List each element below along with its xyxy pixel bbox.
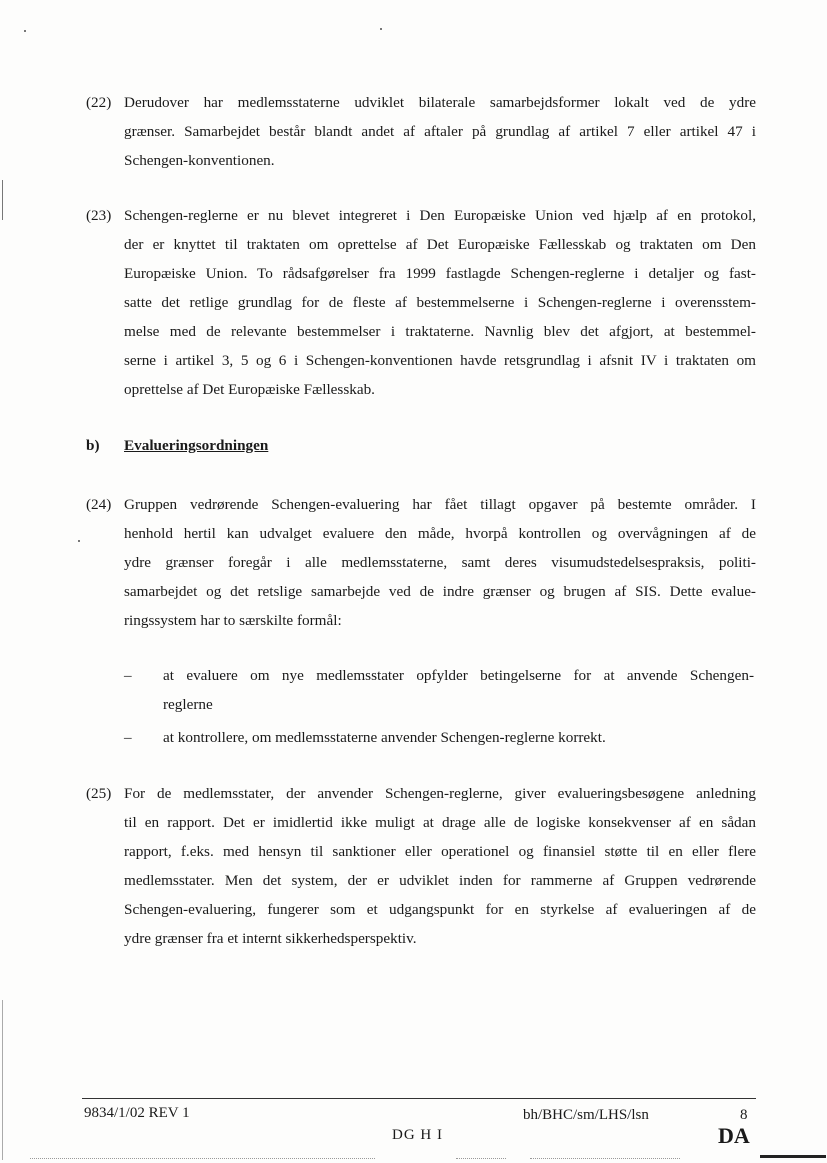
paragraph-line: Gruppen vedrørende Schengen-evaluering har fået tillagt opgaver på bestemte områder. I — [124, 496, 756, 513]
paragraph-22 — [86, 88, 756, 175]
paragraph-number: (23) — [86, 207, 112, 224]
paragraph-number: (22) — [86, 94, 112, 111]
scan-dotted-line — [530, 1158, 680, 1160]
section-heading-number: b) — [86, 437, 100, 454]
paragraph-line: For de medlemsstater, der anvender Schengen-reglerne, giver evalueringsbesøgene anledning — [124, 785, 756, 802]
paragraph-24 — [86, 490, 756, 635]
paragraph-line: Schengen-konventionen. — [124, 152, 275, 169]
scan-speck — [380, 28, 382, 30]
scan-speck — [24, 30, 26, 32]
footer-page-number: 8 — [740, 1107, 748, 1123]
footer-divider — [82, 1098, 756, 1099]
paragraph-line: satte det retlige grundlag for de fleste af bestemmelserne i Schengen-reglerne i overensstem- — [124, 294, 756, 311]
paragraph-line: Europæiske Union. To rådsafgørelser fra 1999 fastlagde Schengen-reglerne i detaljer og fast- — [124, 265, 756, 282]
scan-edge-mark — [2, 1000, 3, 1160]
paragraph-25 — [86, 779, 756, 953]
footer-language-code: DA — [718, 1123, 750, 1148]
section-heading — [86, 436, 268, 456]
paragraph-line: grænser. Samarbejdet består blandt andet af aftaler på grundlag af artikel 7 eller artikel 47 i — [124, 123, 756, 140]
paragraph-number: (24) — [86, 496, 112, 513]
paragraph-line: oprettelse af Det Europæiske Fællesskab. — [124, 381, 375, 398]
bullet-dash: – — [124, 667, 132, 684]
bullet-item — [124, 723, 754, 752]
scan-speck — [78, 540, 80, 542]
paragraph-23 — [86, 201, 756, 404]
scan-dotted-line — [30, 1158, 375, 1160]
bullet-item — [124, 661, 754, 719]
footer-initials: bh/BHC/sm/LHS/lsn — [523, 1107, 649, 1123]
paragraph-line: ydre grænser foregår i alle medlemsstaterne, samt deres visumudstedelsespraksis, politi- — [124, 554, 756, 571]
paragraph-line: samarbejdet og det retslige samarbejde ved de indre grænser og brugen af SIS. Dette evalue- — [124, 583, 756, 600]
section-heading-title: Evalueringsordningen — [124, 437, 269, 454]
paragraph-line: til en rapport. Det er imidlertid ikke muligt at drage alle de logiske konsekvenser af en sådan — [124, 814, 756, 831]
paragraph-line: melse med de relevante bestemmelser i traktaterne. Navnlig blev det afgjort, at bestemmel- — [124, 323, 756, 340]
bullet-line: at kontrollere, om medlemsstaterne anvender Schengen-reglerne korrekt. — [163, 729, 606, 746]
bullet-line: reglerne — [163, 696, 213, 713]
paragraph-line: ydre grænser fra et internt sikkerhedsperspektiv. — [124, 930, 417, 947]
paragraph-line: medlemsstater. Men det system, der er udviklet inden for rammerne af Gruppen vedrørende — [124, 872, 756, 889]
bullet-list — [124, 661, 754, 756]
footer-document-reference: 9834/1/02 REV 1 — [84, 1105, 190, 1121]
bullet-dash: – — [124, 729, 132, 746]
paragraph-line: Derudover har medlemsstaterne udviklet bilaterale samarbejdsformer lokalt ved de ydre — [124, 94, 756, 111]
paragraph-line: Schengen-evaluering, fungerer som et udgangspunkt for en styrkelse af evalueringen af de — [124, 901, 756, 918]
bullet-line: at evaluere om nye medlemsstater opfylder betingelserne for at anvende Schengen- — [163, 667, 754, 684]
paragraph-number: (25) — [86, 785, 112, 802]
paragraph-line: rapport, f.eks. med hensyn til sanktioner eller operationel og finansiel støtte til en eller flere — [124, 843, 756, 860]
scan-dotted-line — [456, 1158, 506, 1160]
paragraph-line: Schengen-reglerne er nu blevet integreret i Den Europæiske Union ved hjælp af en protokol, — [124, 207, 756, 224]
paragraph-line: henhold hertil kan udvalget evaluere den måde, hvorpå kontrollen og overvågningen af de — [124, 525, 756, 542]
scan-edge-mark — [760, 1155, 826, 1158]
scan-edge-mark — [2, 180, 3, 220]
paragraph-line: serne i artikel 3, 5 og 6 i Schengen-konventionen havde retsgrundlag i afsnit IV i traktaten om — [124, 352, 756, 369]
paragraph-line: ringssystem har to særskilte formål: — [124, 612, 342, 629]
footer-directorate: DG H I — [392, 1127, 443, 1143]
paragraph-line: der er knyttet til traktaten om oprettelse af Det Europæiske Fællesskab og traktaten om Den — [124, 236, 756, 253]
